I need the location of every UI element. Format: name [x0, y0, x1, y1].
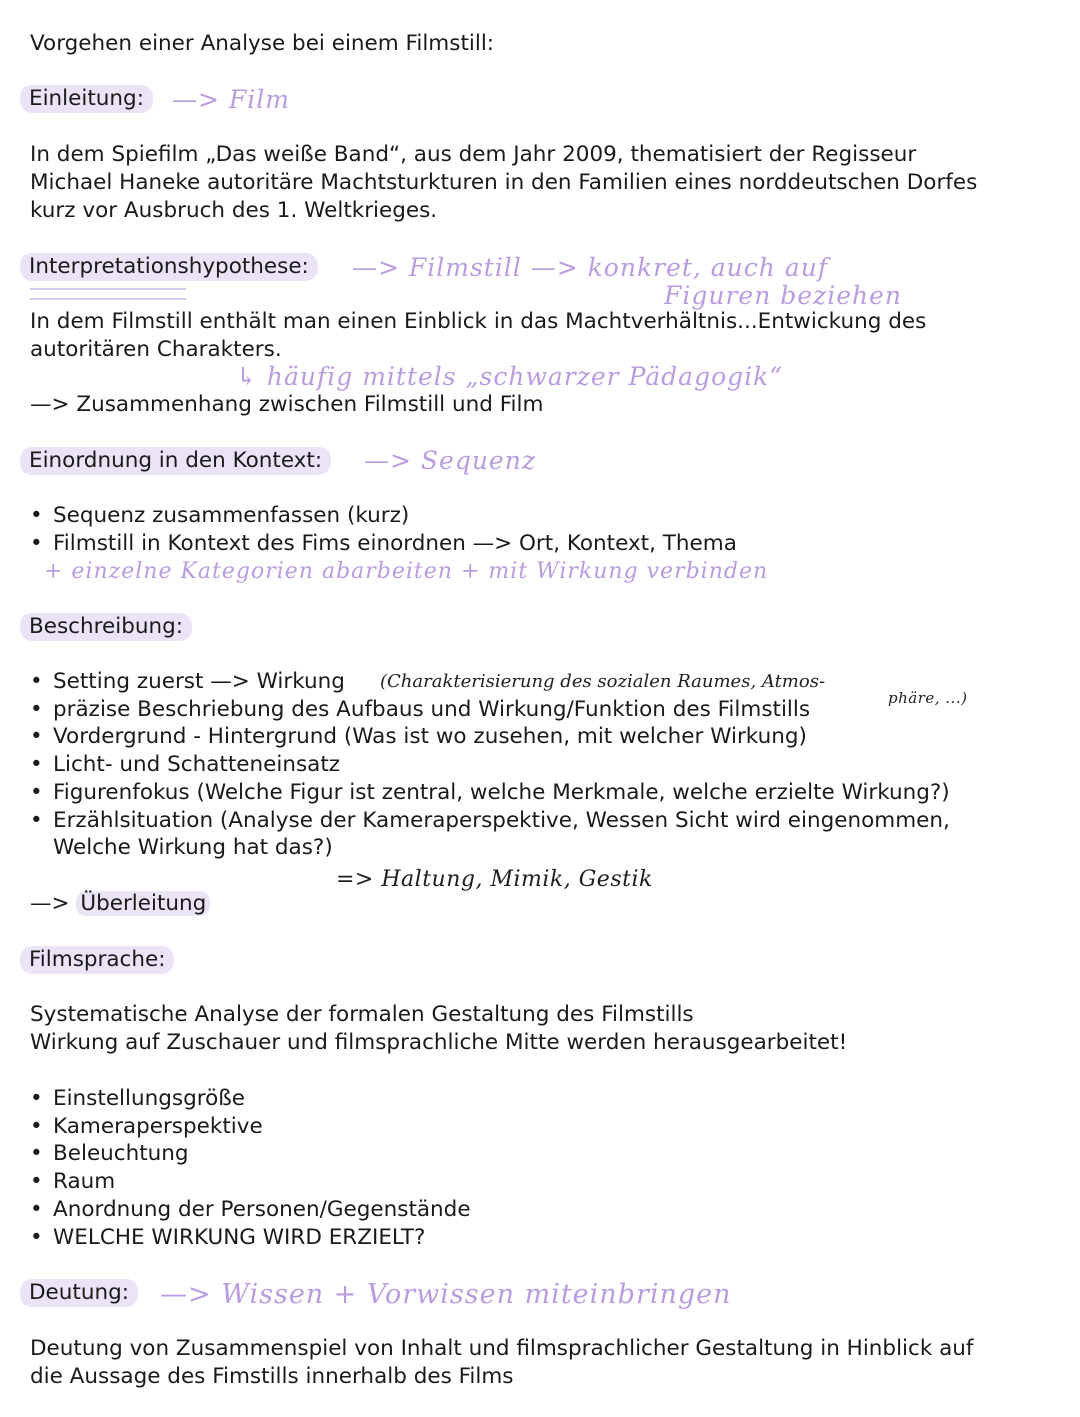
transition-line [30, 890, 210, 918]
list-item-continuation: Welche Wirkung hat das?) [53, 835, 333, 861]
list-item: • Filmstill in Kontext des Fims einordnen —> Ort, Kontext, Thema [30, 530, 737, 558]
transition-label: Überleitung [76, 891, 210, 916]
filmsprache-list [30, 1085, 471, 1251]
deutung-line-1: Deutung von Zusammenspiel von Inhalt und filmsprachlicher Gestaltung in Hinblick auf [30, 1336, 974, 1361]
handwritten-note-filmstill: —> Filmstill —> konkret, auch auf [352, 253, 829, 282]
page-title: Vorgehen einer Analyse bei einem Filmstill: [30, 31, 495, 56]
einleitung-line-3: kurz vor Ausbruch des 1. Weltkrieges. [30, 198, 438, 223]
heading-interpretationshypothese: Interpretationshypothese: [20, 253, 318, 281]
list-item: • Figurenfokus (Welche Figur ist zentral, welche Merkmale, welche erzielte Wirkung?) [30, 779, 950, 807]
list-item: • Licht- und Schatteneinsatz [30, 751, 950, 779]
heading-einleitung: Einleitung: [20, 85, 153, 113]
filmsprache-line-1: Systematische Analyse der formalen Gestaltung des Filmstills [30, 1002, 694, 1027]
list-item: • Sequenz zusammenfassen (kurz) [30, 502, 737, 530]
filmsprache-line-2: Wirkung auf Zuschauer und filmsprachliche Mitte werden herausgearbeitet! [30, 1030, 848, 1055]
heading-filmsprache: Filmsprache: [20, 946, 174, 974]
list-item: • Beleuchtung [30, 1140, 471, 1168]
list-item: • Kameraperspektive [30, 1113, 471, 1141]
handwritten-note-paedagogik: ↳ häufig mittels „schwarzer Pädagogik“ [236, 362, 784, 391]
handwritten-note-figuren: Figuren beziehen [664, 281, 902, 310]
list-item: • Einstellungsgröße [30, 1085, 471, 1113]
deutung-line-2: die Aussage des Fimstills innerhalb des Films [30, 1364, 514, 1389]
kontext-list [30, 502, 737, 557]
double-underline [30, 288, 186, 300]
hypothese-connection: —> Zusammenhang zwischen Filmstill und Film [30, 392, 544, 417]
arrow: —> [30, 891, 70, 916]
einleitung-line-2: Michael Haneke autoritäre Machtsturkturen in den Familien eines norddeutschen Dorfes [30, 170, 978, 195]
list-item: • präzise Beschriebung des Aufbaus und Wirkung/Funktion des Filmstills [30, 696, 950, 724]
heading-beschreibung: Beschreibung: [20, 613, 192, 641]
handwritten-note-sequenz: —> Sequenz [364, 446, 536, 475]
list-item: • Erzählsituation (Analyse der Kameraperspektive, Wessen Sicht wird eingenommen, [30, 807, 950, 835]
beschreibung-list [30, 668, 950, 862]
hypothese-line-2: autoritären Charakters. [30, 337, 282, 362]
list-item: • WELCHE WIRKUNG WIRD ERZIELT? [30, 1224, 471, 1252]
handwritten-note-haltung: => Haltung, Mimik, Gestik [336, 867, 653, 892]
handwritten-note-film: —> Film [172, 85, 290, 114]
handwritten-note-kategorien: + einzelne Kategorien abarbeiten + mit Wirkung verbinden [44, 559, 769, 584]
handwritten-note-charakterisierung: (Charakterisierung des sozialen Raumes, Atmos- [380, 671, 826, 692]
heading-deutung: Deutung: [20, 1279, 138, 1307]
list-item: • Anordnung der Personen/Gegenstände [30, 1196, 471, 1224]
handwritten-note-atmosphaere: phäre, ...) [888, 689, 968, 707]
einleitung-line-1: In dem Spiefilm „Das weiße Band“, aus dem Jahr 2009, thematisiert der Regisseur [30, 142, 917, 167]
heading-kontext: Einordnung in den Kontext: [20, 447, 331, 475]
list-item: • Raum [30, 1168, 471, 1196]
list-item: • Vordergrund - Hintergrund (Was ist wo zusehen, mit welcher Wirkung) [30, 723, 950, 751]
hypothese-line-1: In dem Filmstill enthält man einen Einblick in das Machtverhältnis...Entwickung des [30, 309, 927, 334]
handwritten-note-wissen: —> Wissen + Vorwissen miteinbringen [160, 1279, 732, 1310]
list-item: • Setting zuerst —> Wirkung [30, 668, 950, 696]
